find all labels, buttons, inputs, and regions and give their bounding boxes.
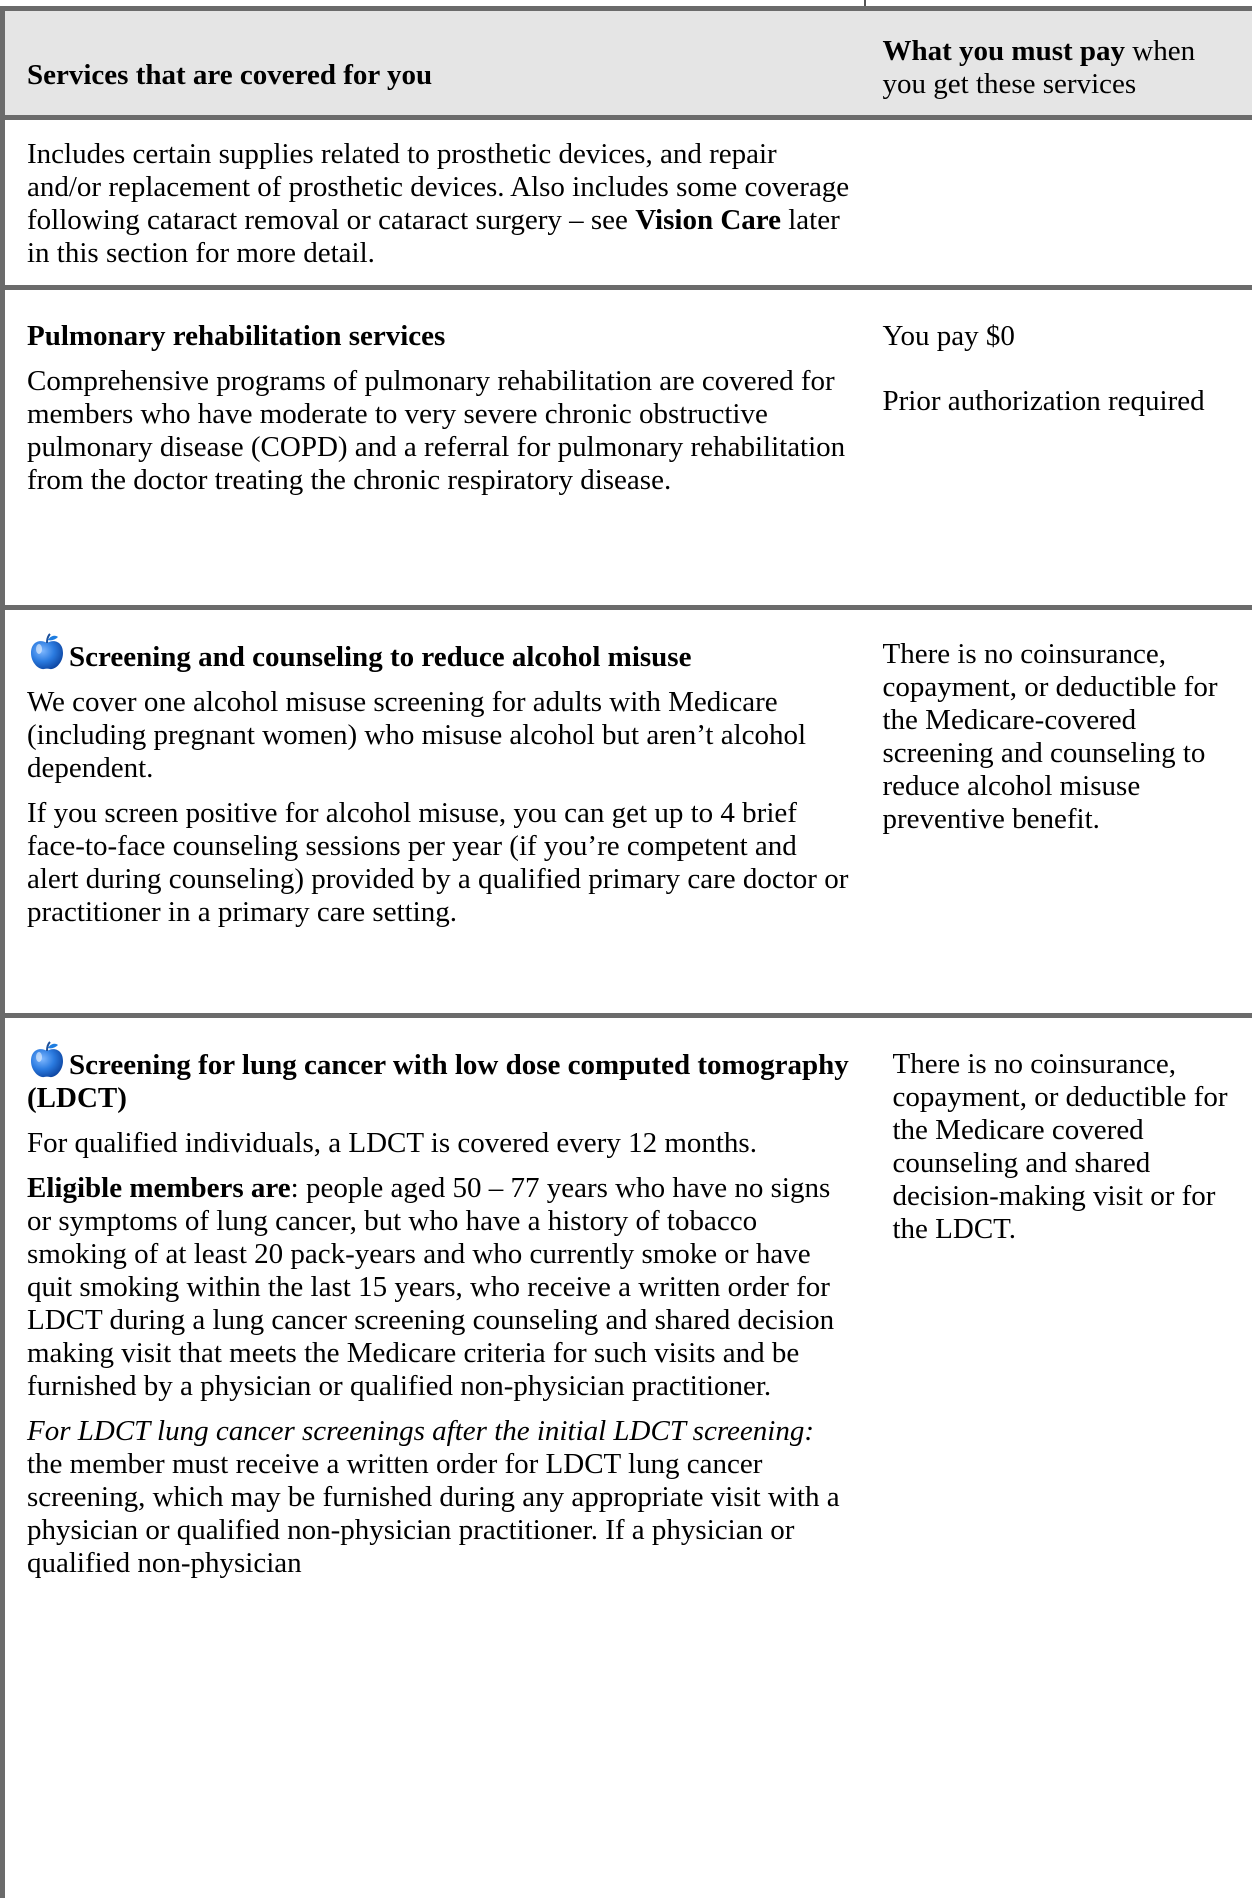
- prosthetic-text-part-1: Includes certain supplies related to prosthetic devices, and repair and/or replacement of prosthetic devices. Also includes some coverage following cataract removal or cataract surgery – see: [27, 138, 849, 236]
- table-row-prosthetic: [3, 118, 1252, 288]
- spacer: [883, 353, 1252, 385]
- alcohol-title: Screening and counseling to reduce alcohol misuse: [69, 641, 691, 673]
- lung-pay-cell: [871, 1016, 1252, 1898]
- table-header-row: [3, 9, 1252, 118]
- alcohol-content: [5, 610, 871, 929]
- header-pay-rest-1: when: [1125, 35, 1195, 67]
- spacer: [27, 674, 853, 686]
- header-pay-rest-2: you get these services: [883, 68, 1137, 100]
- table-row-lung: [3, 1016, 1252, 1898]
- lung-body-1: For qualified individuals, a LDCT is covered every 12 months.: [27, 1127, 853, 1160]
- apple-icon: [27, 1040, 67, 1080]
- pulmonary-services-cell: [3, 288, 871, 608]
- lung-pay: There is no coinsurance, copayment, or deductible for the Medicare covered counseling and shared decision-making visit or for the LDCT.: [871, 1018, 1252, 1246]
- pulmonary-content: [5, 290, 871, 497]
- lung-title: Screening for lung cancer with low dose computed tomography (LDCT): [27, 1049, 849, 1114]
- prosthetic-pay-cell: [871, 118, 1252, 288]
- lung-services-cell: [3, 1016, 871, 1898]
- alcohol-title-line: [27, 632, 853, 674]
- apple-icon: [27, 632, 67, 672]
- lung-content: [5, 1018, 871, 1580]
- lung-body-3: the member must receive a written order for LDCT lung cancer screening, which may be furnished during any appropriate visit with a physician or qualified non-physician practitioner. If a physician or qualified non-physician: [27, 1448, 840, 1579]
- spacer: [27, 1403, 853, 1415]
- alcohol-pay-cell: [871, 608, 1252, 1016]
- spacer: [27, 353, 853, 365]
- benefits-table: [0, 6, 1252, 1898]
- header-pay-bold: What you must pay: [883, 35, 1126, 67]
- header-pay-cell: [871, 9, 1252, 118]
- lung-italic-lead: For LDCT lung cancer screenings after the initial LDCT screening:: [27, 1415, 814, 1447]
- pulmonary-prior-auth: Prior authorization required: [883, 385, 1252, 418]
- header-services-cell: [3, 9, 871, 118]
- lung-followup: [27, 1415, 853, 1580]
- pulmonary-pay-amount: You pay $0: [883, 320, 1252, 353]
- header-services-label: Services that are covered for you: [5, 11, 871, 92]
- table-row-pulmonary: [3, 288, 1252, 608]
- lung-title-line: [27, 1040, 853, 1115]
- lung-body-2: : people aged 50 – 77 years who have no signs or symptoms of lung cancer, but who have a history of tobacco smoking of at least 20 pack-years and who currently smoke or have quit smoking within the last 15 years, who receive a written order for LDCT during a lung cancer screening counseling and shared decision making visit that meets the Medicare criteria for such visits and be furnished by a physician or qualified non-physician practitioner.: [27, 1172, 834, 1402]
- table-row-alcohol: [3, 608, 1252, 1016]
- alcohol-body-2: If you screen positive for alcohol misuse, you can get up to 4 brief face-to-face counseling sessions per year (if you’re competent and alert during counseling) provided by a qualified primary care doctor or practitioner in a primary care setting.: [27, 797, 853, 929]
- vision-care-ref: Vision Care: [635, 204, 781, 236]
- pulmonary-title: Pulmonary rehabilitation services: [27, 320, 853, 353]
- spacer: [27, 1160, 853, 1172]
- spacer: [27, 1115, 853, 1127]
- pulmonary-pay-cell: [871, 288, 1252, 608]
- eligible-members-label: Eligible members are: [27, 1172, 291, 1204]
- prosthetic-text-part-2: later in this section for more detail.: [27, 204, 840, 269]
- alcohol-body-1: We cover one alcohol misuse screening for adults with Medicare (including pregnant women) who misuse alcohol but aren’t alcohol dependent.: [27, 686, 853, 785]
- alcohol-services-cell: [3, 608, 871, 1016]
- pulmonary-body: Comprehensive programs of pulmonary rehabilitation are covered for members who have moderate to very severe chronic obstructive pulmonary disease (COPD) and a referral for pulmonary rehabilitation from the doctor treating the chronic respiratory disease.: [27, 365, 853, 497]
- spacer: [27, 785, 853, 797]
- pulmonary-pay: [871, 290, 1252, 418]
- prosthetic-services-cell: [3, 118, 871, 288]
- lung-eligibility: [27, 1172, 853, 1403]
- prosthetic-text: [5, 120, 871, 270]
- header-pay-label: [871, 11, 1252, 101]
- alcohol-pay: There is no coinsurance, copayment, or deductible for the Medicare-covered screening and counseling to reduce alcohol misuse preventive benefit.: [871, 610, 1252, 836]
